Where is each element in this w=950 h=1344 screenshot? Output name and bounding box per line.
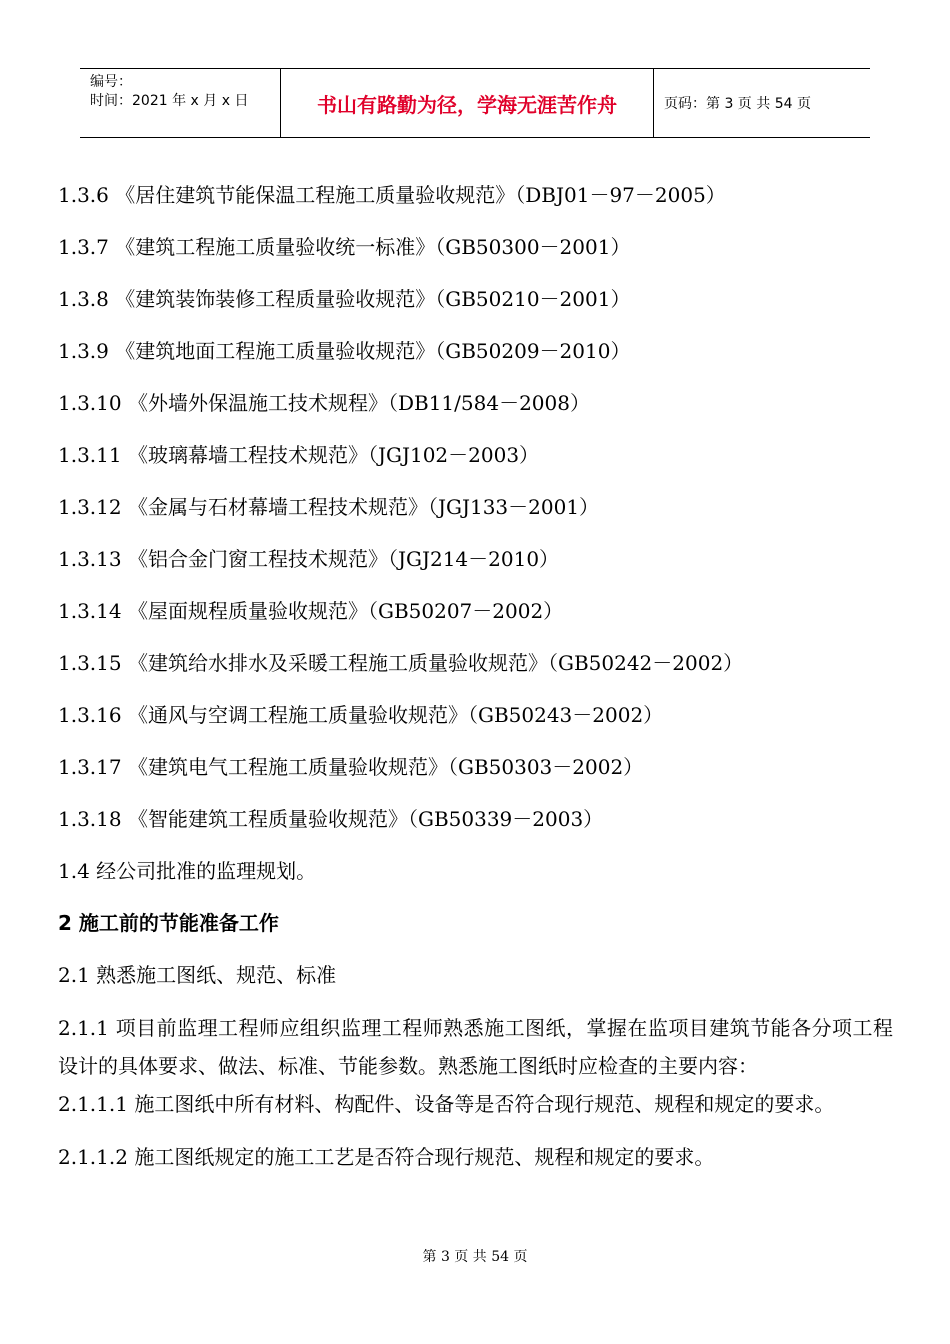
subsection-heading: 2.1 熟悉施工图纸、规范、标准	[58, 963, 337, 987]
standard-item: 1.3.8 《建筑装饰装修工程质量验收规范》（GB50210－2001）	[58, 287, 631, 311]
standard-item: 1.3.14 《屋面规程质量验收规范》（GB50207－2002）	[58, 599, 564, 623]
standard-item: 1.3.7 《建筑工程施工质量验收统一标准》（GB50300－2001）	[58, 235, 631, 259]
standard-item: 1.3.9 《建筑地面工程施工质量验收规范》（GB50209－2010）	[58, 339, 631, 363]
standard-item: 1.3.12 《金属与石材幕墙工程技术规范》（JGJ133－2001）	[58, 495, 600, 519]
standard-item: 1.3.15 《建筑给水排水及采暖工程施工质量验收规范》（GB50242－2002）	[58, 651, 744, 675]
standard-item: 1.3.6 《居住建筑节能保温工程施工质量验收规范》（DBJ01－97－2005）	[58, 183, 726, 207]
header-page-info: 页码：第 3 页 共 54 页	[664, 96, 811, 112]
section-heading: 2 施工前的节能准备工作	[58, 911, 279, 935]
page-header	[80, 68, 870, 138]
standard-item: 1.3.17 《建筑电气工程施工质量验收规范》（GB50303－2002）	[58, 755, 644, 779]
standard-item: 1.3.10 《外墙外保温施工技术规程》（DB11/584－2008）	[58, 391, 590, 415]
document-number-label: 编号：	[90, 74, 132, 90]
document-date-label: 时间：2021 年 x 月 x 日	[90, 93, 249, 109]
standard-item: 1.3.13 《铝合金门窗工程技术规范》（JGJ214－2010）	[58, 547, 560, 571]
paragraph: 2.1.1 项目前监理工程师应组织监理工程师熟悉施工图纸，掌握在监项目建筑节能各分项工程设计的具体要求、做法、标准、节能参数。熟悉施工图纸时应检查的主要内容：	[58, 1016, 893, 1078]
standard-item: 1.3.18 《智能建筑工程质量验收规范》（GB50339－2003）	[58, 807, 604, 831]
header-meta	[80, 69, 280, 137]
header-motto: 书山有路勤为径，学海无涯苦作舟	[280, 69, 654, 137]
standard-item: 1.3.11 《玻璃幕墙工程技术规范》（JGJ102－2003）	[58, 443, 540, 467]
paragraph: 2.1.1.1 施工图纸中所有材料、构配件、设备等是否符合现行规范、规程和规定的要求。	[58, 1092, 835, 1116]
paragraph: 2.1.1.2 施工图纸规定的施工工艺是否符合现行规范、规程和规定的要求。	[58, 1145, 715, 1169]
planning-item: 1.4 经公司批准的监理规划。	[58, 859, 317, 883]
standard-item: 1.3.16 《通风与空调工程施工质量验收规范》（GB50243－2002）	[58, 703, 664, 727]
page-footer: 第 3 页 共 54 页	[422, 1249, 528, 1265]
